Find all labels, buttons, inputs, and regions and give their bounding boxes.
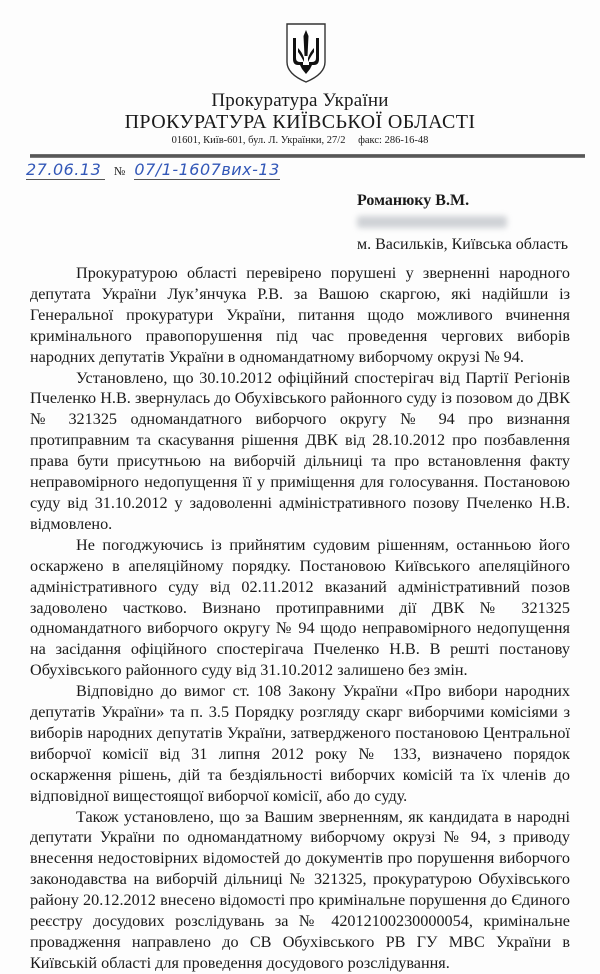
recipient-city: м. Васильків, Київська область xyxy=(357,236,569,253)
org-subtitle: Прокуратура України xyxy=(211,90,389,111)
letter-body xyxy=(30,263,570,974)
number-sign: № xyxy=(113,164,126,178)
registration-stamp xyxy=(26,160,280,179)
org-address: 01601, Київ-601, бул. Л. Українки, 27/2 xyxy=(171,135,346,146)
body-paragraph: Установлено, що 30.10.2012 офіційний спостерігач від Партії Регіонів Пчеленко Н.В. звернулась до Обухівського районного суду із позовом до ДВК № 321325 одномандатного виборчого округу № 94 про визнання протиправним та скасування рішення ДВК від 28.10.2012 про позбавлення права бути присутньою на виборчій дільниці та про встановлення факту неправомірного недопущення її у приміщення для голосування. Постановою суду від 31.10.2012 у задоволенні адміністративного позову Пчеленко Н.В. відмовлено. xyxy=(30,368,570,533)
org-fax: факс: 286-16-48 xyxy=(358,135,429,146)
header-divider xyxy=(30,154,585,158)
recipient-block xyxy=(357,190,568,255)
recipient-street-redacted xyxy=(357,216,507,228)
org-address-line xyxy=(0,135,600,146)
registration-number: 07/1-1607вих-13 xyxy=(134,160,280,179)
body-paragraph: Прокуратурою області перевірено порушені у зверненні народного депутата України Лук’янчука Р.В. за Вашою скаргою, які надійшли із Генеральної прокуратури України, питання щодо можливого вчинення кримінального правопорушення під час проведення чергових виборів народних депутатів України в одномандатному виборчому окрузі № 94. xyxy=(30,264,570,366)
registration-date: 27.06.13 xyxy=(26,160,105,180)
tryzub-coat-of-arms-icon xyxy=(284,22,328,84)
body-paragraph: Також установлено, що за Вашим зверненням, як кандидата в народні депутати України по одномандатному виборчому окрузі № 94, з приводу внесення недостовірних відомостей до документів про порушення виборчого законодавства на виборчій дільниці № 321325, прокуратурою Обухівського району 20.12.2012 внесено відомості про кримінальне порушення до Єдиного реєстру досудових розслідувань за № 42012100230000054, кримінальне провадження направлено до СВ Обухівського РВ ГУ МВС України в Київській області для проведення досудового розслідування. xyxy=(30,807,570,972)
body-paragraph: Не погоджуючись із прийнятим судовим рішенням, останньою його оскаржено в апеляційному порядку. Постановою Київського апеляційного адміністративного суду від 02.11.2012 вказаний адміністративний позов задоволено частково. Визнано протиправними дії ДВК № 321325 одномандатного виборчого округу № 94 щодо неправомірного недопущення на засідання офіційного спостерігача Пчеленко Н.В. В решті постанову Обухівського районного суду від 31.10.2012 залишено без змін. xyxy=(30,535,570,680)
org-title: ПРОКУРАТУРА КИЇВСЬКОЇ ОБЛАСТІ xyxy=(124,111,476,133)
recipient-name: Романюку В.М. xyxy=(357,192,470,209)
body-paragraph: Відповідно до вимог ст. 108 Закону України «Про вибори народних депутатів України» та п. 3.5 Порядку розгляду скарг виборчими комісіями з виборів народних депутатів України, затвердженого постановою Центральної виборчої комісії від 31 липня 2012 року № 133, визначено порядок оскарження рішень, дій та бездіяльності виборчих комісій та їх членів до відповідної вищестоящої виборчої комісії, або до суду. xyxy=(30,682,570,805)
